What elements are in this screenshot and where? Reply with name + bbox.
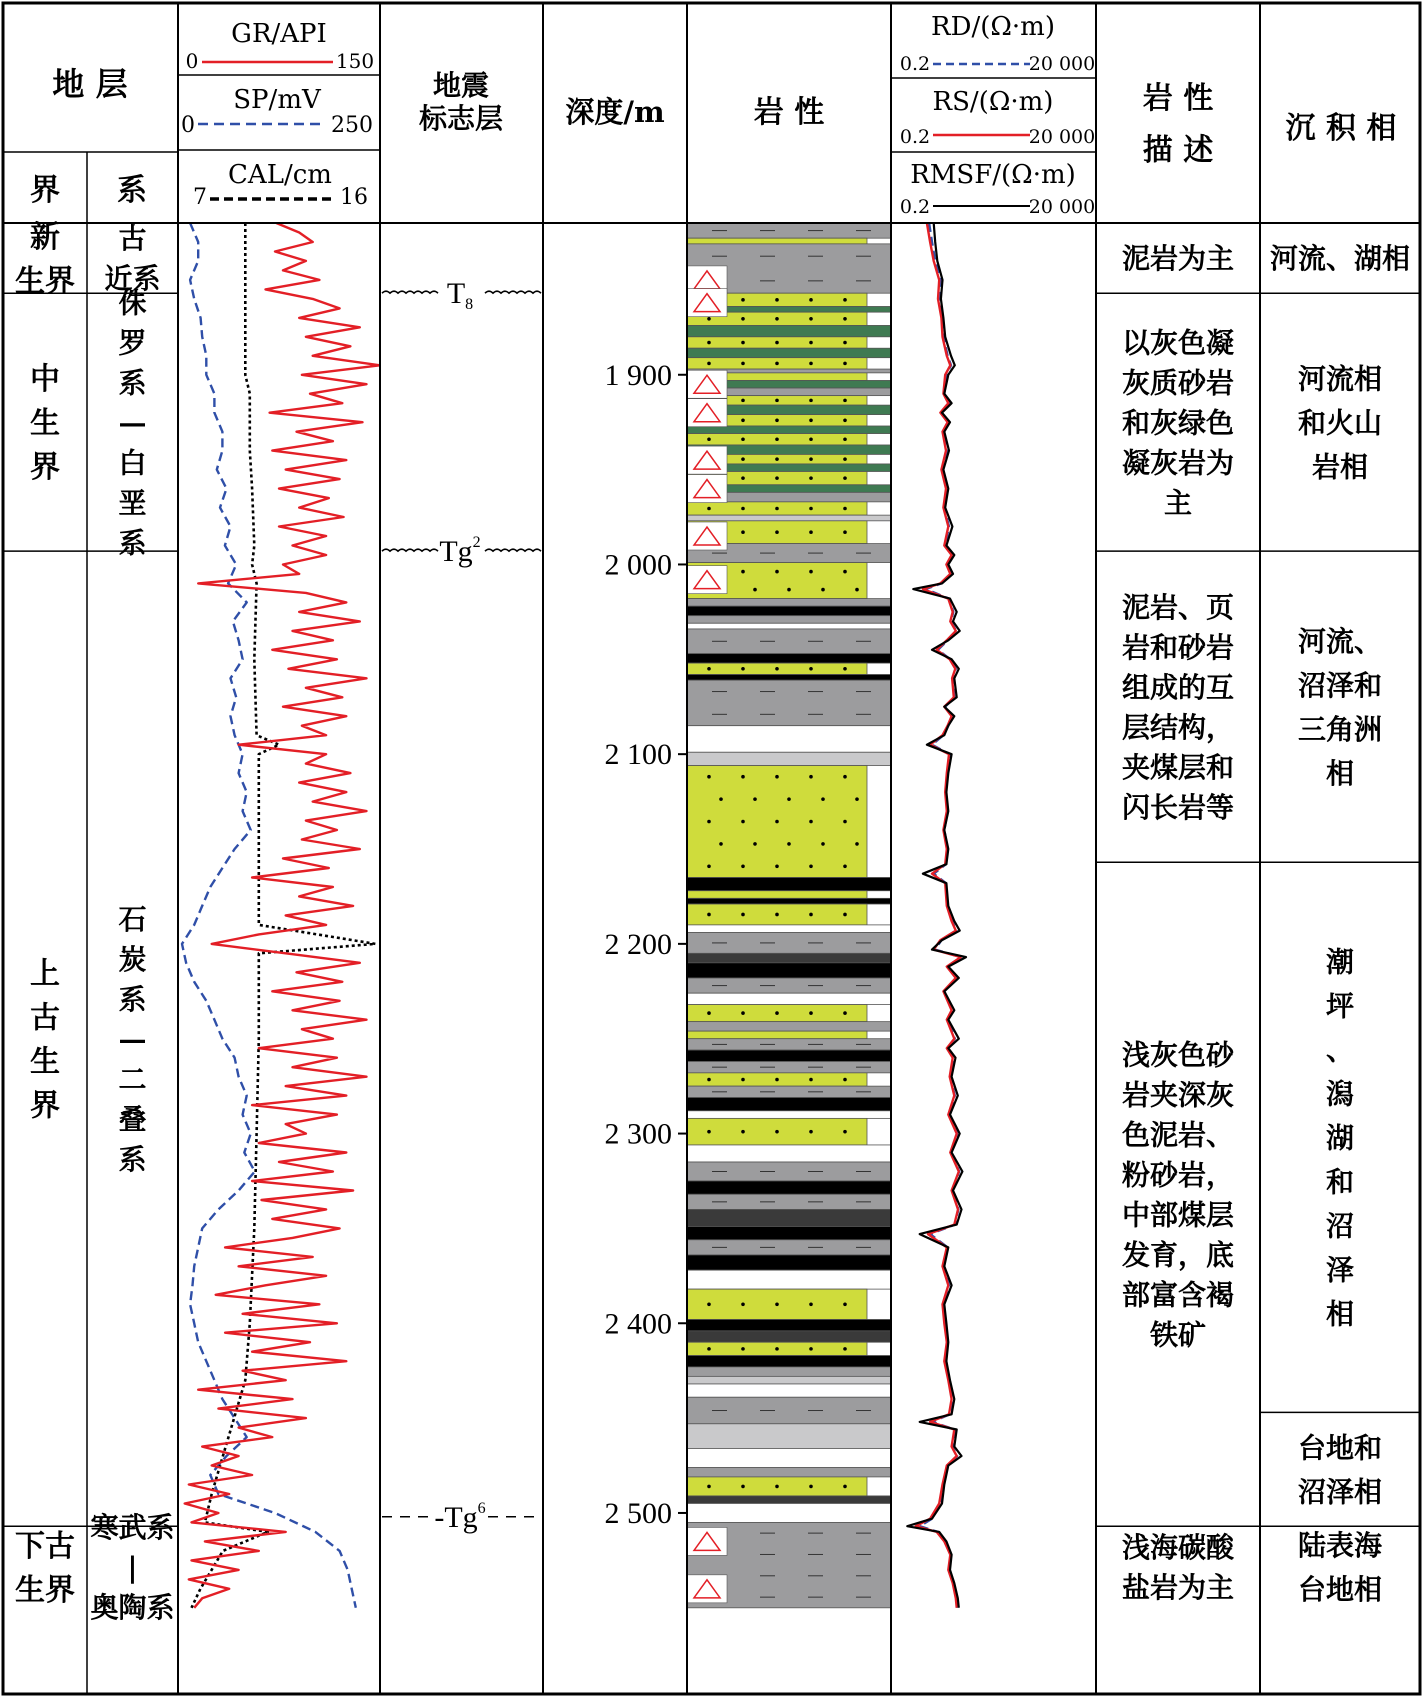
sand-grain-symbol (775, 667, 779, 671)
lithology-bed-white (687, 1111, 891, 1119)
facies-cell-text: 和 (1325, 1165, 1355, 1199)
sand-grain-symbol (775, 457, 779, 461)
lithology-bed-coal (687, 1227, 891, 1240)
system-cell-text: 炭 (118, 942, 147, 976)
description-cell-text: 色泥岩、 (1121, 1118, 1235, 1152)
description-cell-text: 发育，底 (1121, 1238, 1235, 1272)
sand-grain-symbol (707, 913, 711, 917)
system-cell-text: 寒武系 (90, 1511, 175, 1545)
rs-title: RS/(Ω·m) (932, 87, 1054, 117)
sand-grain-symbol (707, 1130, 711, 1134)
lithology-bed-mudstone (687, 616, 891, 624)
description-cell-text: 岩和砂岩 (1121, 630, 1235, 664)
system-cell-text: 罗 (118, 326, 147, 360)
era-cell-text: 新 (30, 219, 60, 255)
description-cell-text: 中部煤层 (1121, 1198, 1235, 1232)
sand-grain-symbol (809, 341, 813, 345)
sand-grain-symbol (707, 1078, 711, 1082)
description-cell-text: 浅海碳酸 (1121, 1531, 1235, 1565)
sand-grain-symbol (775, 362, 779, 366)
lithology-bed-dark (687, 1331, 891, 1342)
sand-grain-symbol (775, 1130, 779, 1134)
sand-grain-symbol (843, 775, 847, 779)
sand-grain-symbol (775, 775, 779, 779)
cal-title: CAL/cm (228, 160, 332, 190)
sand-grain-symbol (707, 507, 711, 511)
lithology-bed-coal (687, 1319, 891, 1330)
facies-cell-text: 沼泽和 (1297, 668, 1383, 702)
facies-cell-text: 相 (1325, 756, 1355, 790)
sand-grain-symbol (719, 842, 723, 846)
sand-grain-symbol (741, 437, 745, 441)
sand-grain-symbol (775, 298, 779, 302)
rd-min: 0.2 (899, 53, 931, 75)
seismic-wavy-line (485, 291, 541, 293)
rd-max: 20 000 (1028, 53, 1096, 75)
lithology-bed-sandstone (687, 891, 867, 899)
sand-grain-symbol (741, 864, 745, 868)
sand-grain-symbol (741, 1485, 745, 1489)
sand-grain-symbol (843, 667, 847, 671)
lithology-bed-dark (687, 1496, 891, 1504)
sand-grain-symbol (741, 362, 745, 366)
seismic-marker-subscript: 8 (465, 296, 474, 314)
system-cell-text: — (118, 406, 147, 440)
sand-grain-symbol (741, 418, 745, 422)
sand-grain-symbol (753, 797, 757, 801)
depth-label: 2 300 (604, 1117, 672, 1151)
sand-grain-symbol (775, 1347, 779, 1351)
gr-min: 0 (185, 49, 199, 73)
sand-grain-symbol (843, 570, 847, 574)
lithology-bed-coal (687, 654, 891, 663)
sand-grain-symbol (809, 1485, 813, 1489)
sand-grain-symbol (707, 1302, 711, 1306)
facies-cell-text: 河流相 (1297, 362, 1383, 396)
depth-label: 2 200 (604, 927, 672, 961)
sand-grain-symbol (843, 913, 847, 917)
sand-grain-symbol (707, 1347, 711, 1351)
system-cell-text: 系 (118, 982, 147, 1016)
lithology-column (687, 223, 891, 1608)
sand-grain-symbol (843, 418, 847, 422)
sand-grain-symbol (775, 341, 779, 345)
depth-scale (605, 359, 688, 1530)
sand-grain-symbol (741, 1011, 745, 1015)
sand-grain-symbol (753, 842, 757, 846)
sand-grain-symbol (809, 1130, 813, 1134)
lithology-bed-coal (687, 963, 891, 978)
column-headers (30, 12, 1396, 218)
era-cell-text: 上 (30, 956, 60, 992)
sand-grain-symbol (775, 507, 779, 511)
lithology-bed-coal (687, 1181, 891, 1194)
sand-grain-symbol (741, 476, 745, 480)
sand-grain-symbol (843, 1347, 847, 1351)
sand-grain-symbol (775, 530, 779, 534)
facies-cell-text: 台地相 (1297, 1573, 1383, 1607)
description-cell-text: 层结构， (1121, 710, 1235, 744)
facies-cell-text: 、 (1325, 1033, 1355, 1067)
description-cell-text: 夹煤层和 (1121, 750, 1235, 784)
depth-header: 深度/m (565, 95, 665, 129)
description-cell-text: 部富含褐 (1121, 1278, 1235, 1312)
seismic-marker-superscript: 6 (477, 1499, 486, 1517)
sp-curve (182, 223, 356, 1608)
rd-title: RD/(Ω·m) (931, 12, 1055, 42)
facies-cell-text: 河流、 (1297, 624, 1383, 658)
sand-grain-symbol (809, 570, 813, 574)
sand-grain-symbol (843, 507, 847, 511)
sand-grain-symbol (843, 820, 847, 824)
seismic-header-line2: 标志层 (418, 102, 504, 135)
sand-grain-symbol (707, 1011, 711, 1015)
description-cell-text: 浅灰色砂 (1121, 1038, 1235, 1072)
sand-grain-symbol (741, 1347, 745, 1351)
seismic-header-line1: 地震 (432, 69, 490, 102)
sand-grain-symbol (775, 399, 779, 403)
lithology-header: 岩 性 (753, 95, 825, 130)
facies-cell-text: 陆表海 (1297, 1529, 1383, 1563)
sand-grain-symbol (821, 842, 825, 846)
sand-grain-symbol (821, 797, 825, 801)
sand-grain-symbol (809, 457, 813, 461)
description-cell-text: 泥岩为主 (1121, 242, 1235, 276)
sand-grain-symbol (775, 437, 779, 441)
lithology-bed-white (687, 1448, 891, 1467)
sand-grain-symbol (809, 1302, 813, 1306)
system-cell-text: 二 (118, 1062, 147, 1096)
lithology-bed-dark (687, 1209, 891, 1226)
facies-cell-text: 相 (1325, 1297, 1355, 1331)
lithology-bed-white (687, 1270, 891, 1289)
description-cell-text: 以灰色凝 (1121, 326, 1235, 360)
rs-min: 0.2 (899, 126, 931, 148)
sand-grain-symbol (821, 588, 825, 592)
description-header-line1: 岩 性 (1142, 81, 1214, 116)
sand-grain-symbol (787, 842, 791, 846)
lithology-bed-tuff (687, 325, 891, 336)
facies-cell-text: 岩相 (1311, 450, 1369, 484)
description-cell-text: 凝灰岩为 (1121, 446, 1235, 480)
lithology-bed-sandstone (687, 1031, 867, 1039)
sand-grain-symbol (809, 476, 813, 480)
system-cell-text: 近系 (104, 262, 161, 296)
lithology-bed-white (687, 993, 891, 1004)
sand-grain-symbol (775, 317, 779, 321)
era-cell-text: 界 (30, 449, 60, 485)
seismic-marker-label: Tg$^2$ (439, 534, 481, 569)
lithology-bed-white (687, 925, 891, 933)
system-cell-text: 叠 (118, 1102, 147, 1136)
lithology-bed-light_gray (687, 515, 891, 521)
system-cell-text: 石 (118, 902, 147, 936)
sand-grain-symbol (753, 588, 757, 592)
sand-grain-symbol (843, 476, 847, 480)
sand-grain-symbol (809, 530, 813, 534)
lithology-bed-light_gray (687, 752, 891, 765)
sand-grain-symbol (741, 507, 745, 511)
gr-curve (185, 223, 380, 1608)
system-cell-text: 垩 (118, 486, 147, 520)
sand-grain-symbol (775, 913, 779, 917)
facies-cell-text: 沼 (1325, 1209, 1355, 1243)
sand-grain-symbol (707, 775, 711, 779)
depth-label: 2 100 (604, 738, 672, 772)
sand-grain-symbol (707, 362, 711, 366)
sand-grain-symbol (741, 341, 745, 345)
facies-cell-text: 泽 (1325, 1253, 1355, 1287)
era-cell-text: 生 (30, 405, 60, 441)
sand-grain-symbol (775, 1078, 779, 1082)
facies-cell-text: 坪 (1325, 989, 1355, 1023)
depth-label: 1 900 (604, 358, 672, 392)
era-cell-text: 界 (30, 1088, 60, 1124)
resistivity-track (907, 223, 966, 1608)
sand-grain-symbol (843, 1485, 847, 1489)
sand-grain-symbol (843, 437, 847, 441)
era-cell-text: 生界 (15, 1572, 75, 1608)
sand-grain-symbol (855, 797, 859, 801)
sand-grain-symbol (707, 820, 711, 824)
gr-max: 150 (335, 49, 375, 73)
sand-grain-symbol (787, 588, 791, 592)
sand-grain-symbol (843, 530, 847, 534)
lithology-bed-mudstone (687, 1367, 891, 1376)
sand-grain-symbol (741, 820, 745, 824)
lithology-bed-coal (687, 1098, 891, 1111)
sand-grain-symbol (775, 570, 779, 574)
description-cell-text: 盐岩为主 (1121, 1571, 1235, 1605)
description-cell-text: 闪长岩等 (1121, 790, 1235, 824)
sand-grain-symbol (741, 1130, 745, 1134)
sand-grain-symbol (775, 1302, 779, 1306)
sand-grain-symbol (843, 341, 847, 345)
system-cell-text: | (127, 1551, 138, 1585)
lithology-bed-tuff (687, 426, 891, 434)
system-header: 系 (117, 173, 147, 208)
lithology-bed-white (687, 1384, 891, 1397)
sand-grain-symbol (809, 298, 813, 302)
facies-cell-text: 台地和 (1297, 1431, 1383, 1465)
sand-grain-symbol (855, 588, 859, 592)
sand-grain-symbol (843, 1302, 847, 1306)
sand-grain-symbol (809, 1347, 813, 1351)
sand-grain-symbol (775, 820, 779, 824)
lithology-bed-mudstone (687, 1022, 891, 1031)
sand-grain-symbol (809, 418, 813, 422)
system-cell-text: 白 (118, 446, 147, 480)
gr-title: GR/API (231, 19, 327, 49)
sand-grain-symbol (809, 1011, 813, 1015)
era-cell-text: 生界 (15, 263, 75, 299)
sand-grain-symbol (707, 341, 711, 345)
sand-grain-symbol (809, 864, 813, 868)
seismic-wavy-line (485, 549, 541, 551)
era-cell-text: 中 (30, 361, 60, 397)
sand-grain-symbol (809, 399, 813, 403)
strata-header: 地 层 (52, 65, 128, 103)
sand-grain-symbol (741, 1302, 745, 1306)
depth-label: 2 400 (604, 1307, 672, 1341)
description-cell-text: 主 (1163, 486, 1193, 520)
lithology-bed-mudstone (687, 1467, 891, 1476)
sand-grain-symbol (843, 399, 847, 403)
era-cell-text: 古 (30, 1000, 60, 1036)
sand-grain-symbol (809, 507, 813, 511)
lithology-bed-white (687, 1503, 891, 1522)
seismic-marker-label: $T_8$ (446, 277, 474, 314)
sand-grain-symbol (707, 317, 711, 321)
rmsf-curve (907, 223, 966, 1608)
facies-cell-text: 潟 (1325, 1077, 1355, 1111)
sand-grain-symbol (843, 864, 847, 868)
sand-grain-symbol (707, 1485, 711, 1489)
sand-grain-symbol (809, 317, 813, 321)
sp-max: 250 (331, 113, 373, 138)
cal-min: 7 (193, 185, 207, 210)
lithology-bed-mudstone (687, 680, 891, 726)
facies-cell-text: 潮 (1325, 945, 1355, 979)
lithology-bed-coal (687, 1255, 891, 1270)
description-cell-text: 泥岩、页 (1121, 590, 1235, 624)
sand-grain-symbol (775, 864, 779, 868)
sand-grain-symbol (775, 418, 779, 422)
sand-grain-symbol (707, 667, 711, 671)
era-cell-text: 下古 (15, 1528, 75, 1564)
sp-title: SP/mV (233, 85, 321, 115)
rmsf-min: 0.2 (899, 196, 931, 218)
sand-grain-symbol (843, 1011, 847, 1015)
sand-grain-symbol (787, 797, 791, 801)
sand-grain-symbol (809, 1078, 813, 1082)
lithology-bed-coal (687, 877, 891, 890)
facies-cell-text: 沼泽相 (1297, 1475, 1383, 1509)
seismic-marker-label: -Tg$^6$ (434, 1499, 486, 1534)
description-header-line2: 描 述 (1142, 133, 1214, 168)
system-cell-text: 系 (118, 1142, 147, 1176)
lithology-bed-coal (687, 606, 891, 615)
lithology-bed-white (687, 726, 891, 753)
facies-cell-text: 三角洲 (1297, 712, 1383, 746)
lithology-bed-light_gray (687, 1376, 891, 1384)
rmsf-title: RMSF/(Ω·m) (910, 160, 1076, 190)
lithology-bed-sandstone (687, 238, 867, 244)
sand-grain-symbol (855, 842, 859, 846)
description-cell-text: 铁矿 (1149, 1318, 1207, 1352)
sand-grain-symbol (809, 820, 813, 824)
gr-sp-cal-track (182, 223, 380, 1608)
system-cell-text: 侏 (118, 286, 147, 320)
system-cell-text: 系 (118, 526, 147, 560)
sand-grain-symbol (741, 317, 745, 321)
depth-label: 2 500 (604, 1496, 672, 1530)
facies-cell-text: 河流、湖相 (1269, 242, 1411, 276)
facies-cell-text: 和火山 (1297, 406, 1383, 440)
facies-cell-text: 湖 (1325, 1121, 1355, 1155)
sand-grain-symbol (719, 797, 723, 801)
sand-grain-symbol (843, 457, 847, 461)
system-cell-text: 奥陶系 (90, 1591, 175, 1625)
sand-grain-symbol (741, 298, 745, 302)
sand-grain-symbol (843, 1078, 847, 1082)
sand-grain-symbol (809, 913, 813, 917)
facies-header: 沉 积 相 (1285, 111, 1397, 146)
lithology-bed-coal (687, 1356, 891, 1367)
sand-grain-symbol (741, 1078, 745, 1082)
sand-grain-symbol (809, 667, 813, 671)
sand-grain-symbol (775, 1011, 779, 1015)
sp-min: 0 (181, 113, 195, 138)
seismic-markers (382, 277, 541, 1534)
rs-max: 20 000 (1028, 126, 1096, 148)
sand-grain-symbol (741, 570, 745, 574)
cal-max: 16 (340, 185, 368, 210)
lithology-bed-coal (687, 1050, 891, 1061)
sand-grain-symbol (843, 362, 847, 366)
sand-grain-symbol (741, 457, 745, 461)
system-cell-text: — (118, 1022, 147, 1056)
lithology-bed-coal (687, 674, 891, 680)
era-cell-text: 生 (30, 1044, 60, 1080)
sand-grain-symbol (741, 399, 745, 403)
sand-grain-symbol (809, 362, 813, 366)
seismic-wavy-line (382, 549, 438, 551)
rmsf-max: 20 000 (1028, 196, 1096, 218)
seismic-wavy-line (382, 291, 438, 293)
sand-grain-symbol (741, 530, 745, 534)
description-cell-text: 岩夹深灰 (1121, 1078, 1235, 1112)
description-cell-text: 灰质砂岩 (1121, 366, 1235, 400)
sand-grain-symbol (809, 775, 813, 779)
lithology-bed-white (687, 623, 891, 629)
system-cell-text: 古 (118, 222, 147, 256)
sand-grain-symbol (809, 437, 813, 441)
description-cell-text: 粉砂岩， (1121, 1158, 1235, 1192)
lithology-bed-light_gray (687, 1424, 891, 1449)
era-header: 界 (30, 173, 60, 208)
lithology-bed-white (687, 1145, 891, 1162)
sand-grain-symbol (843, 317, 847, 321)
sand-grain-symbol (707, 437, 711, 441)
system-cell-text: 系 (118, 366, 147, 400)
description-cell-text: 组成的互 (1121, 670, 1235, 704)
sand-grain-symbol (843, 298, 847, 302)
sand-grain-symbol (741, 667, 745, 671)
description-cell-text: 和灰绿色 (1121, 406, 1235, 440)
sand-grain-symbol (741, 913, 745, 917)
lithology-bed-tuff (687, 348, 891, 357)
lithology-bed-mudstone (687, 599, 891, 607)
lithology-bed-coal (687, 898, 891, 904)
sand-grain-symbol (775, 1485, 779, 1489)
depth-label: 2 000 (604, 548, 672, 582)
sand-grain-symbol (707, 864, 711, 868)
seismic-marker-superscript: 2 (472, 534, 481, 552)
sand-grain-symbol (741, 775, 745, 779)
sand-grain-symbol (843, 1130, 847, 1134)
sand-grain-symbol (775, 476, 779, 480)
lithology-bed-dark (687, 953, 891, 962)
